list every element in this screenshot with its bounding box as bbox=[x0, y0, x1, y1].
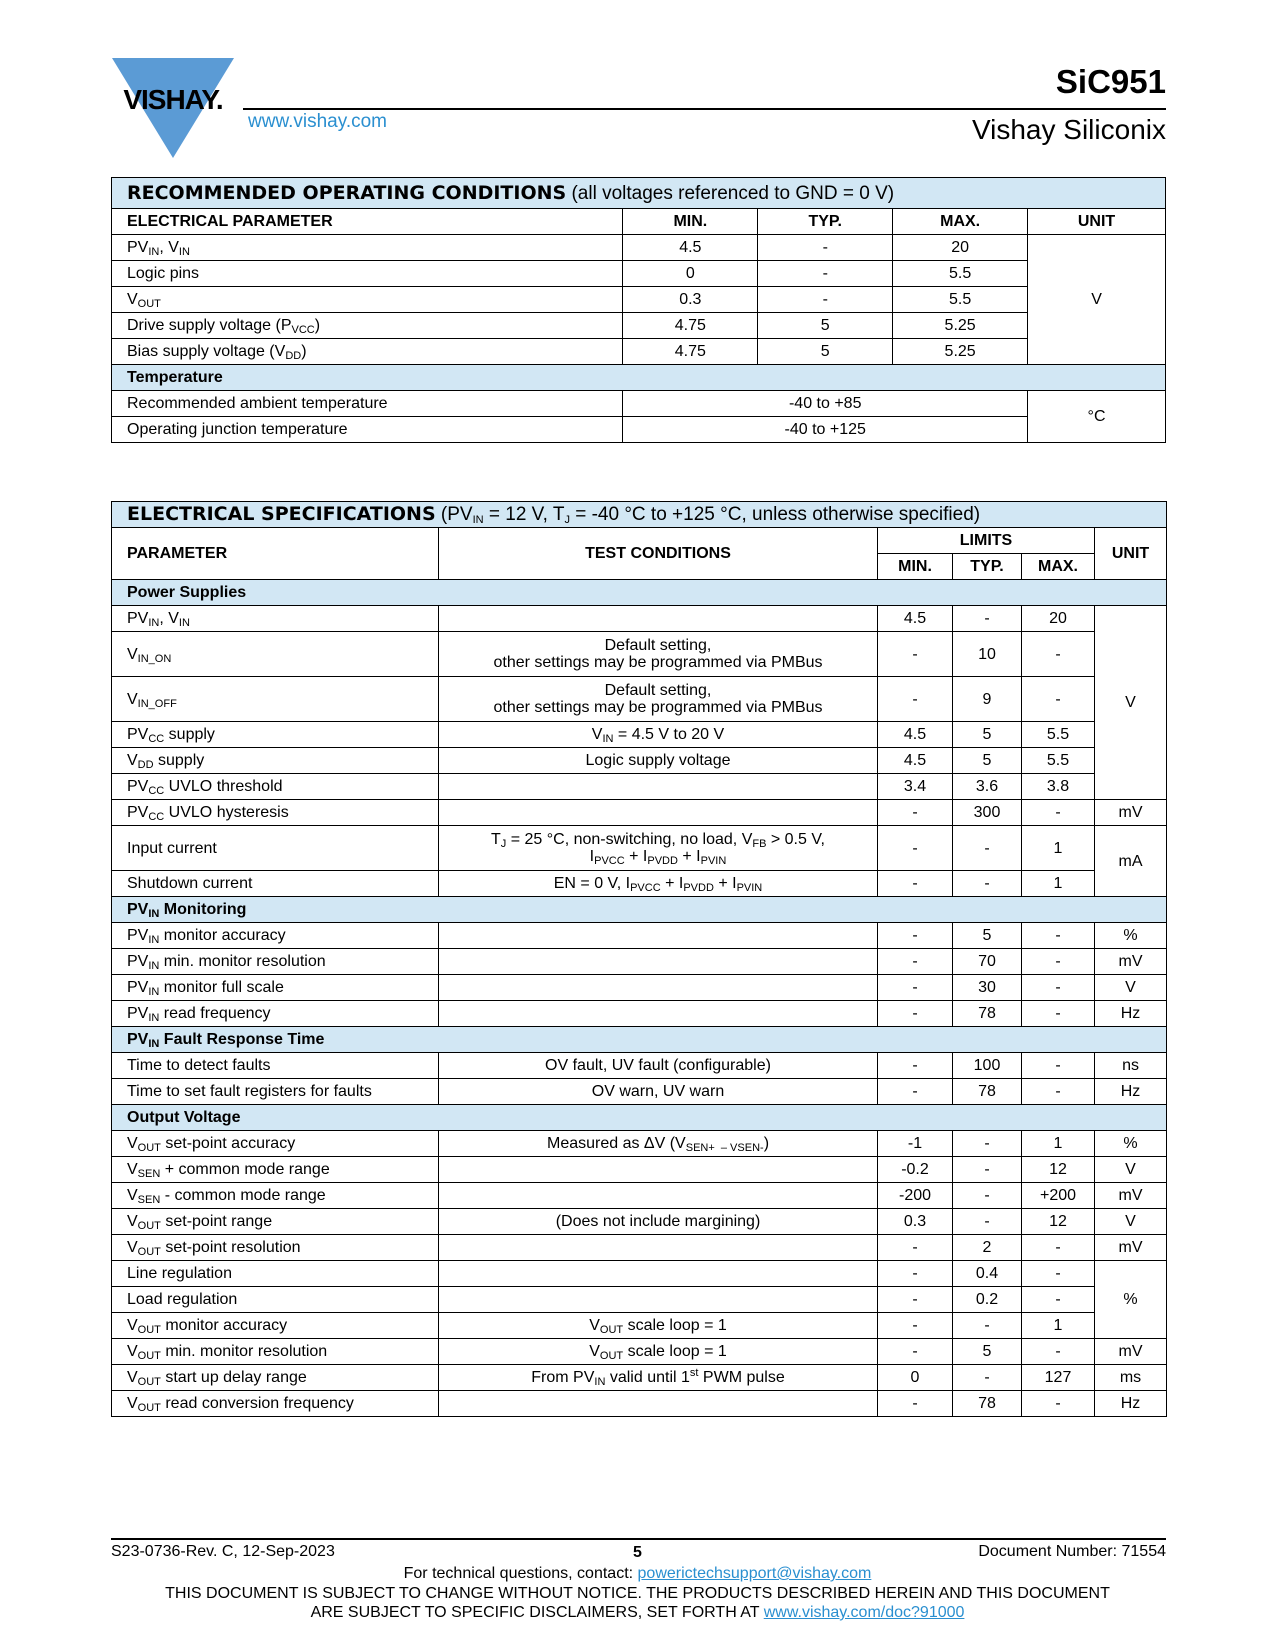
typ-cell: 10 bbox=[953, 632, 1022, 677]
col-header: ELECTRICAL PARAMETER bbox=[112, 209, 623, 235]
param-cell: Logic pins bbox=[112, 261, 623, 287]
table-cell: 100 bbox=[953, 1053, 1022, 1079]
table-cell: - bbox=[878, 1287, 953, 1313]
company-name: Vishay Siliconix bbox=[971, 114, 1166, 145]
col-header: TYP. bbox=[758, 209, 893, 235]
cond-cell: (Does not include margining) bbox=[439, 1209, 878, 1235]
table-row bbox=[112, 417, 1166, 443]
param-cell: $PV_{IN}$ monitor full scale bbox=[112, 975, 439, 1001]
table-row bbox=[112, 632, 1167, 677]
tech-contact: For technical questions, contact: powerictechsupport@vishay.com bbox=[403, 1565, 872, 1582]
param-cell: $V_{OUT}$ set-point accuracy bbox=[112, 1131, 439, 1157]
cond-cell bbox=[439, 1261, 878, 1287]
table-cell: % bbox=[1095, 1131, 1167, 1157]
min-cell: 3.4 bbox=[878, 774, 953, 800]
param-cell: Line regulation bbox=[112, 1261, 439, 1287]
site-link[interactable]: www.vishay.com bbox=[248, 111, 388, 132]
max-cell: 20 bbox=[1022, 606, 1095, 632]
table-cell: - bbox=[1022, 1053, 1095, 1079]
table-cell: 78 bbox=[953, 1391, 1022, 1417]
cond-cell bbox=[439, 1391, 878, 1417]
section-pvin-monitoring: $PV_{IN}$ Monitoring bbox=[112, 897, 1167, 923]
table-row bbox=[112, 313, 1166, 339]
col-header: UNIT bbox=[1095, 528, 1167, 580]
table-cell: - bbox=[878, 1079, 953, 1105]
min-cell: 4.5 bbox=[878, 722, 953, 748]
col-header: UNIT bbox=[1028, 209, 1166, 235]
param-cell: Shutdown current bbox=[112, 871, 439, 897]
table-cell: - bbox=[953, 1365, 1022, 1391]
min-cell: - bbox=[878, 826, 953, 871]
unit-cell: mA bbox=[1095, 826, 1167, 897]
table-cell: 0.4 bbox=[953, 1261, 1022, 1287]
table-cell: - bbox=[953, 1183, 1022, 1209]
param-cell: $V_{IN\_ON}$ bbox=[112, 632, 439, 677]
section-power-supplies: Power Supplies bbox=[112, 580, 1167, 606]
table-cell: 1 bbox=[1022, 1131, 1095, 1157]
min-cell: 4.75 bbox=[623, 339, 758, 365]
cond-cell bbox=[439, 1235, 878, 1261]
table-cell: 12 bbox=[1022, 1209, 1095, 1235]
table-row bbox=[112, 677, 1167, 722]
cond-cell: $V_{OUT}$ scale loop = 1 bbox=[439, 1313, 878, 1339]
max-cell: 5.5 bbox=[1022, 722, 1095, 748]
table-cell: - bbox=[953, 1209, 1022, 1235]
table-cell: - bbox=[1022, 949, 1095, 975]
param-cell: Time to detect faults bbox=[112, 1053, 439, 1079]
table-cell: -0.2 bbox=[878, 1157, 953, 1183]
table-row bbox=[112, 1183, 1167, 1209]
table-cell: - bbox=[1022, 1339, 1095, 1365]
min-cell: 4.5 bbox=[878, 606, 953, 632]
doc-revision: S23-0736-Rev. C, 12-Sep-2023 bbox=[111, 1543, 335, 1560]
table-row bbox=[112, 800, 1167, 826]
cond-cell: Default setting, other settings may be programmed via PMBus bbox=[439, 677, 878, 722]
typ-cell: 300 bbox=[953, 800, 1022, 826]
table-cell: 78 bbox=[953, 1079, 1022, 1105]
disclaimer-link[interactable]: www.vishay.com/doc?91000 bbox=[763, 1604, 965, 1621]
param-cell: $PV_{CC}$ supply bbox=[112, 722, 439, 748]
cond-cell: $T_J = 25$ °C, non-switching, no load, $V_{FB} > 0.5$ V, $I_{PVCC} + I_{PVDD} + I_{PVIN}$ bbox=[439, 826, 878, 871]
max-cell: 1 bbox=[1022, 826, 1095, 871]
table-row bbox=[112, 287, 1166, 313]
cond-cell: $V_{OUT}$ scale loop = 1 bbox=[439, 1339, 878, 1365]
table-row bbox=[112, 1157, 1167, 1183]
table-cell: - bbox=[953, 1157, 1022, 1183]
table-cell: V bbox=[1095, 975, 1167, 1001]
table-row bbox=[112, 975, 1167, 1001]
table-cell: 5 bbox=[953, 1339, 1022, 1365]
table-cell: 127 bbox=[1022, 1365, 1095, 1391]
recommended-operating-conditions-table bbox=[111, 177, 1166, 443]
param-cell: $V_{OUT}$ set-point resolution bbox=[112, 1235, 439, 1261]
table-cell: - bbox=[1022, 1001, 1095, 1027]
table-cell: -1 bbox=[878, 1131, 953, 1157]
param-cell: $V_{OUT}$ read conversion frequency bbox=[112, 1391, 439, 1417]
table-row bbox=[112, 1235, 1167, 1261]
param-cell: $PV_{IN}$, $V_{IN}$ bbox=[112, 606, 439, 632]
support-email-link[interactable]: powerictechsupport@vishay.com bbox=[637, 1565, 872, 1582]
min-cell: - bbox=[878, 871, 953, 897]
max-cell: - bbox=[1022, 800, 1095, 826]
table-cell: mV bbox=[1095, 1339, 1167, 1365]
min-cell: - bbox=[878, 800, 953, 826]
table-row bbox=[112, 1391, 1167, 1417]
table-cell: 1 bbox=[1022, 1313, 1095, 1339]
table-row bbox=[112, 1079, 1167, 1105]
table-row bbox=[112, 606, 1167, 632]
min-cell: 4.75 bbox=[623, 313, 758, 339]
cond-cell: From $PV_{IN}$ valid until 1st PWM pulse bbox=[439, 1365, 878, 1391]
cond-cell: $V_{IN} = 4.5$ V to 20 V bbox=[439, 722, 878, 748]
page-number: 5 bbox=[633, 1544, 642, 1561]
typ-cell: - bbox=[758, 261, 893, 287]
footer-rule bbox=[111, 1538, 1166, 1540]
table-row bbox=[112, 1339, 1167, 1365]
table-cell: - bbox=[1022, 923, 1095, 949]
cond-cell: EN = 0 V, $I_{PVCC} + I_{PVDD} + I_{PVIN}$ bbox=[439, 871, 878, 897]
cond-cell: OV fault, UV fault (configurable) bbox=[439, 1053, 878, 1079]
min-cell: - bbox=[878, 677, 953, 722]
param-cell: $PV_{CC}$ UVLO threshold bbox=[112, 774, 439, 800]
param-cell: $V_{SEN}$ + common mode range bbox=[112, 1157, 439, 1183]
min-cell: 4.5 bbox=[623, 235, 758, 261]
table-cell: 70 bbox=[953, 949, 1022, 975]
col-header: TEST CONDITIONS bbox=[439, 528, 878, 580]
param-cell: $V_{OUT}$ min. monitor resolution bbox=[112, 1339, 439, 1365]
table-cell: - bbox=[953, 1313, 1022, 1339]
part-number: SiC951 bbox=[1055, 63, 1166, 100]
table-cell: - bbox=[878, 1391, 953, 1417]
section-temperature: Temperature bbox=[112, 365, 1166, 391]
table-row bbox=[112, 261, 1166, 287]
col-header: TYP. bbox=[953, 554, 1022, 580]
table-cell: - bbox=[953, 1131, 1022, 1157]
table-cell: 0.3 bbox=[878, 1209, 953, 1235]
section-pvin-fault-response: $PV_{IN}$ Fault Response Time bbox=[112, 1027, 1167, 1053]
typ-cell: 3.6 bbox=[953, 774, 1022, 800]
table-cell: V bbox=[1095, 1209, 1167, 1235]
document-number: Document Number: 71554 bbox=[978, 1543, 1166, 1560]
disclaimer-line-1: THIS DOCUMENT IS SUBJECT TO CHANGE WITHOUT NOTICE. THE PRODUCTS DESCRIBED HEREIN AND THIS DOCUMENT bbox=[165, 1585, 1110, 1602]
param-cell: $V_{DD}$ supply bbox=[112, 748, 439, 774]
table-cell: V bbox=[1095, 1157, 1167, 1183]
unit-cell: V bbox=[1095, 606, 1167, 800]
table-cell: - bbox=[878, 975, 953, 1001]
col-header: MIN. bbox=[623, 209, 758, 235]
param-cell: $V_{OUT}$ set-point range bbox=[112, 1209, 439, 1235]
table-cell: Hz bbox=[1095, 1391, 1167, 1417]
cond-cell bbox=[439, 1287, 878, 1313]
col-header: MIN. bbox=[878, 554, 953, 580]
table-row bbox=[112, 871, 1167, 897]
table-row bbox=[112, 722, 1167, 748]
col-header: LIMITS bbox=[878, 528, 1095, 554]
table-cell: 12 bbox=[1022, 1157, 1095, 1183]
max-cell: 5.25 bbox=[893, 339, 1028, 365]
table-row bbox=[112, 774, 1167, 800]
header-rule bbox=[243, 108, 1166, 110]
disclaimer-line-2: ARE SUBJECT TO SPECIFIC DISCLAIMERS, SET FORTH AT www.vishay.com/doc?91000 bbox=[310, 1604, 965, 1621]
table-cell: - bbox=[878, 1339, 953, 1365]
table-row bbox=[112, 1365, 1167, 1391]
table-cell: - bbox=[1022, 1235, 1095, 1261]
table-cell: - bbox=[878, 1261, 953, 1287]
cond-cell bbox=[439, 1183, 878, 1209]
logo-text: VISHAY. bbox=[123, 84, 223, 115]
cond-cell bbox=[439, 1157, 878, 1183]
table-cell: +200 bbox=[1022, 1183, 1095, 1209]
table-cell: Hz bbox=[1095, 1001, 1167, 1027]
col-header: MAX. bbox=[893, 209, 1028, 235]
table-cell: 78 bbox=[953, 1001, 1022, 1027]
table-row bbox=[112, 339, 1166, 365]
typ-cell: - bbox=[953, 826, 1022, 871]
table-cell: % bbox=[1095, 923, 1167, 949]
cond-cell bbox=[439, 949, 878, 975]
param-cell: $PV_{IN}$ read frequency bbox=[112, 1001, 439, 1027]
param-cell: $V_{OUT}$ bbox=[112, 287, 623, 313]
cond-cell bbox=[439, 923, 878, 949]
cond-cell bbox=[439, 800, 878, 826]
table-cell: ns bbox=[1095, 1053, 1167, 1079]
table-cell: 30 bbox=[953, 975, 1022, 1001]
table-cell: - bbox=[1022, 1261, 1095, 1287]
table-row bbox=[112, 1261, 1167, 1287]
cond-cell: Logic supply voltage bbox=[439, 748, 878, 774]
param-cell: $PV_{IN}$, $V_{IN}$ bbox=[112, 235, 623, 261]
table-row bbox=[112, 1209, 1167, 1235]
table-row bbox=[112, 1313, 1167, 1339]
table-cell: - bbox=[878, 1235, 953, 1261]
cond-cell bbox=[439, 1001, 878, 1027]
cond-cell: Default setting, other settings may be programmed via PMBus bbox=[439, 632, 878, 677]
param-cell: Drive supply voltage $(P_{VCC})$ bbox=[112, 313, 623, 339]
max-cell: 5.5 bbox=[893, 287, 1028, 313]
table-cell: 5 bbox=[953, 923, 1022, 949]
max-cell: - bbox=[1022, 632, 1095, 677]
table-cell: 2 bbox=[953, 1235, 1022, 1261]
max-cell: 5.25 bbox=[893, 313, 1028, 339]
value-cell: -40 to +85 bbox=[623, 391, 1028, 417]
table-cell: mV bbox=[1095, 1235, 1167, 1261]
value-cell: -40 to +125 bbox=[623, 417, 1028, 443]
table-row bbox=[112, 923, 1167, 949]
param-cell: $PV_{IN}$ min. monitor resolution bbox=[112, 949, 439, 975]
max-cell: 5.5 bbox=[1022, 748, 1095, 774]
typ-cell: - bbox=[758, 287, 893, 313]
section-output-voltage: Output Voltage bbox=[112, 1105, 1167, 1131]
typ-cell: - bbox=[953, 871, 1022, 897]
col-header: MAX. bbox=[1022, 554, 1095, 580]
max-cell: - bbox=[1022, 677, 1095, 722]
typ-cell: 5 bbox=[758, 313, 893, 339]
table-row bbox=[112, 748, 1167, 774]
table-cell: - bbox=[878, 1313, 953, 1339]
max-cell: 1 bbox=[1022, 871, 1095, 897]
table-cell: mV bbox=[1095, 1183, 1167, 1209]
min-cell: 0 bbox=[623, 261, 758, 287]
table-cell: Hz bbox=[1095, 1079, 1167, 1105]
table-cell: mV bbox=[1095, 949, 1167, 975]
table-cell: - bbox=[1022, 1287, 1095, 1313]
param-cell: Load regulation bbox=[112, 1287, 439, 1313]
table-cell: - bbox=[1022, 1079, 1095, 1105]
es-title: ELECTRICAL SPECIFICATIONS ($PV_{IN} = 12$ V, $T_J = -40$ °C to +125 °C, unless otherwise specified) bbox=[112, 502, 1167, 528]
typ-cell: 9 bbox=[953, 677, 1022, 722]
unit-cell: V bbox=[1028, 235, 1166, 365]
cond-cell bbox=[439, 606, 878, 632]
table-row bbox=[112, 1001, 1167, 1027]
param-cell: Time to set fault registers for faults bbox=[112, 1079, 439, 1105]
unit-cell: % bbox=[1095, 1261, 1167, 1339]
table-cell: -200 bbox=[878, 1183, 953, 1209]
table-cell: - bbox=[878, 949, 953, 975]
table-row bbox=[112, 949, 1167, 975]
table-cell: - bbox=[878, 1001, 953, 1027]
roc-title: RECOMMENDED OPERATING CONDITIONS (all voltages referenced to GND = 0 V) bbox=[112, 178, 1166, 209]
param-cell: $V_{OUT}$ monitor accuracy bbox=[112, 1313, 439, 1339]
cond-cell: OV warn, UV warn bbox=[439, 1079, 878, 1105]
table-cell: - bbox=[878, 1053, 953, 1079]
param-cell: $V_{IN\_OFF}$ bbox=[112, 677, 439, 722]
unit-cell: °C bbox=[1028, 391, 1166, 443]
col-header: PARAMETER bbox=[112, 528, 439, 580]
min-cell: 0.3 bbox=[623, 287, 758, 313]
table-row bbox=[112, 235, 1166, 261]
typ-cell: 5 bbox=[758, 339, 893, 365]
min-cell: 4.5 bbox=[878, 748, 953, 774]
param-cell: Recommended ambient temperature bbox=[112, 391, 623, 417]
cond-cell bbox=[439, 975, 878, 1001]
param-cell: Operating junction temperature bbox=[112, 417, 623, 443]
max-cell: 3.8 bbox=[1022, 774, 1095, 800]
table-row bbox=[112, 1053, 1167, 1079]
max-cell: 20 bbox=[893, 235, 1028, 261]
table-row bbox=[112, 1131, 1167, 1157]
table-cell: - bbox=[878, 923, 953, 949]
typ-cell: - bbox=[758, 235, 893, 261]
cond-cell bbox=[439, 774, 878, 800]
min-cell: - bbox=[878, 632, 953, 677]
typ-cell: 5 bbox=[953, 748, 1022, 774]
unit-cell: mV bbox=[1095, 800, 1167, 826]
max-cell: 5.5 bbox=[893, 261, 1028, 287]
param-cell: $V_{OUT}$ start up delay range bbox=[112, 1365, 439, 1391]
cond-cell: Measured as ΔV $(V_{SEN+ - VSEN-})$ bbox=[439, 1131, 878, 1157]
param-cell: Input current bbox=[112, 826, 439, 871]
table-cell: 0.2 bbox=[953, 1287, 1022, 1313]
table-cell: ms bbox=[1095, 1365, 1167, 1391]
table-row bbox=[112, 391, 1166, 417]
param-cell: $PV_{IN}$ monitor accuracy bbox=[112, 923, 439, 949]
param-cell: $V_{SEN}$ - common mode range bbox=[112, 1183, 439, 1209]
typ-cell: - bbox=[953, 606, 1022, 632]
table-cell: - bbox=[1022, 1391, 1095, 1417]
electrical-specifications-table bbox=[111, 501, 1167, 1417]
table-row bbox=[112, 826, 1167, 871]
table-cell: - bbox=[1022, 975, 1095, 1001]
table-cell: 0 bbox=[878, 1365, 953, 1391]
typ-cell: 5 bbox=[953, 722, 1022, 748]
param-cell: Bias supply voltage $(V_{DD})$ bbox=[112, 339, 623, 365]
param-cell: $PV_{CC}$ UVLO hysteresis bbox=[112, 800, 439, 826]
table-row bbox=[112, 1287, 1167, 1313]
